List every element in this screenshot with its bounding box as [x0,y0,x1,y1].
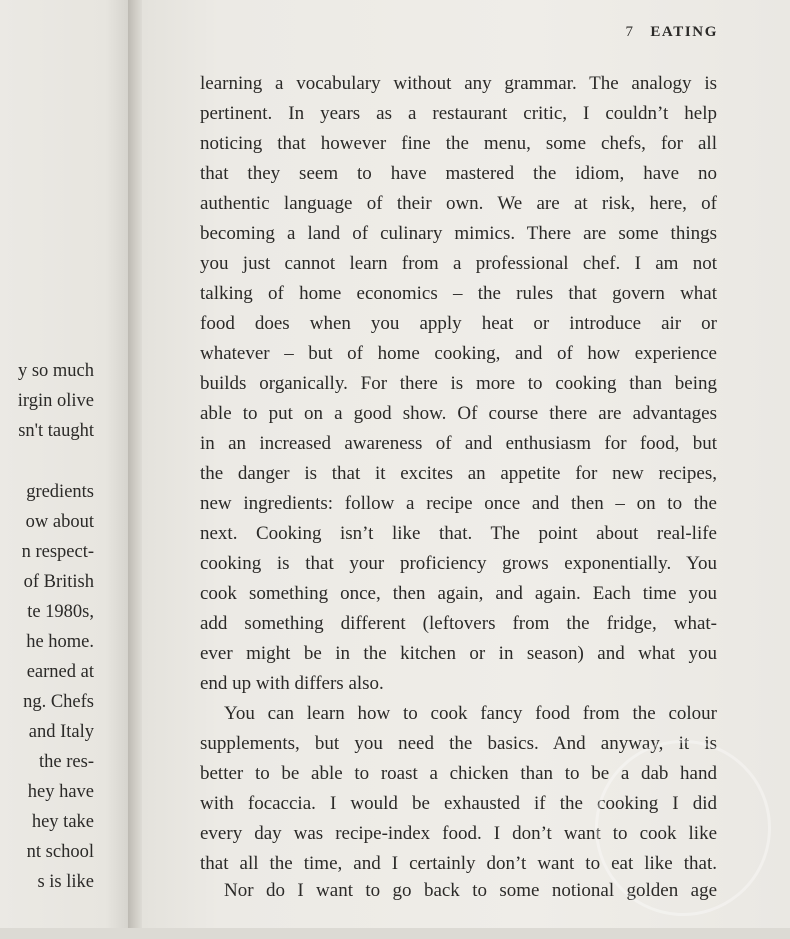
running-header [612,24,718,41]
body-text-line: builds organically. For there is more to cooking than being [200,373,717,394]
body-text-line: every day was recipe-index food. I don’t want to cook like [200,823,717,844]
body-text-line: authentic language of their own. We are at risk, here, of [200,193,717,214]
left-page-line: sn't taught [18,421,94,441]
body-text-line: whatever – but of home cooking, and of how experience [200,343,717,364]
left-page-line: hey have [27,782,94,802]
page-number: 7 [625,24,635,40]
left-page-line: and Italy [28,722,94,742]
left-page-line: s is like [37,872,94,892]
body-text-line: food does when you apply heat or introduce air or [200,313,717,334]
body-text-line: cooking is that your proficiency grows exponentially. You [200,553,717,574]
left-page-line: n respect- [21,542,94,562]
body-text-line: in an increased awareness of and enthusiasm for food, but [200,433,717,454]
body-text-line: ever might be in the kitchen or in season) and what you [200,643,717,664]
body-text-line: end up with differs also. [200,673,384,694]
body-text-line: new ingredients: follow a recipe once and then – on to the [200,493,717,514]
body-text-line: able to put on a good show. Of course there are advantages [200,403,717,424]
body-text-line: that all the time, and I certainly don’t want to eat like that. [200,853,717,874]
body-text-line: learning a vocabulary without any grammar. The analogy is [200,73,717,94]
left-page-line: the res- [39,752,94,772]
body-text-line: you just cannot learn from a professional chef. I am not [200,253,717,274]
left-page-line: irgin olive [17,391,94,411]
body-text-line: pertinent. In years as a restaurant critic, I couldn’t help [200,103,717,124]
body-text-line: Nor do I want to go back to some notional golden age [224,880,717,901]
body-text-line: talking of home economics – the rules that govern what [200,283,717,304]
body-text-line: that they seem to have mastered the idiom, have no [200,163,717,184]
body-text-line: better to be able to roast a chicken than to be a dab hand [200,763,717,784]
body-text-line: next. Cooking isn’t like that. The point about real-life [200,523,717,544]
left-page-line: nt school [26,842,94,862]
left-page-line: hey take [31,812,94,832]
body-text-line: with focaccia. I would be exhausted if the cooking I did [200,793,717,814]
body-text-line: You can learn how to cook fancy food from the colour [224,703,717,724]
body-text-line: noticing that however fine the menu, some chefs, for all [200,133,717,154]
chapter-title: EATING [650,24,718,40]
left-page-line: te 1980s, [27,602,94,622]
left-page-line: ow about [25,512,94,532]
body-text-line: supplements, but you need the basics. And anyway, it is [200,733,717,754]
left-page [0,0,132,928]
body-text-line: add something different (leftovers from the fridge, what- [200,613,717,634]
left-page-line: ng. Chefs [23,692,94,712]
body-text-line: the danger is that it excites an appetite for new recipes, [200,463,717,484]
left-page-line: he home. [26,632,94,652]
left-page-line: y so much [17,361,94,381]
left-page-line: of British [23,572,94,592]
left-page-line: earned at [26,662,94,682]
body-text-line: cook something once, then again, and again. Each time you [200,583,717,604]
left-page-line: gredients [26,482,94,502]
body-text-line: becoming a land of culinary mimics. There are some things [200,223,717,244]
